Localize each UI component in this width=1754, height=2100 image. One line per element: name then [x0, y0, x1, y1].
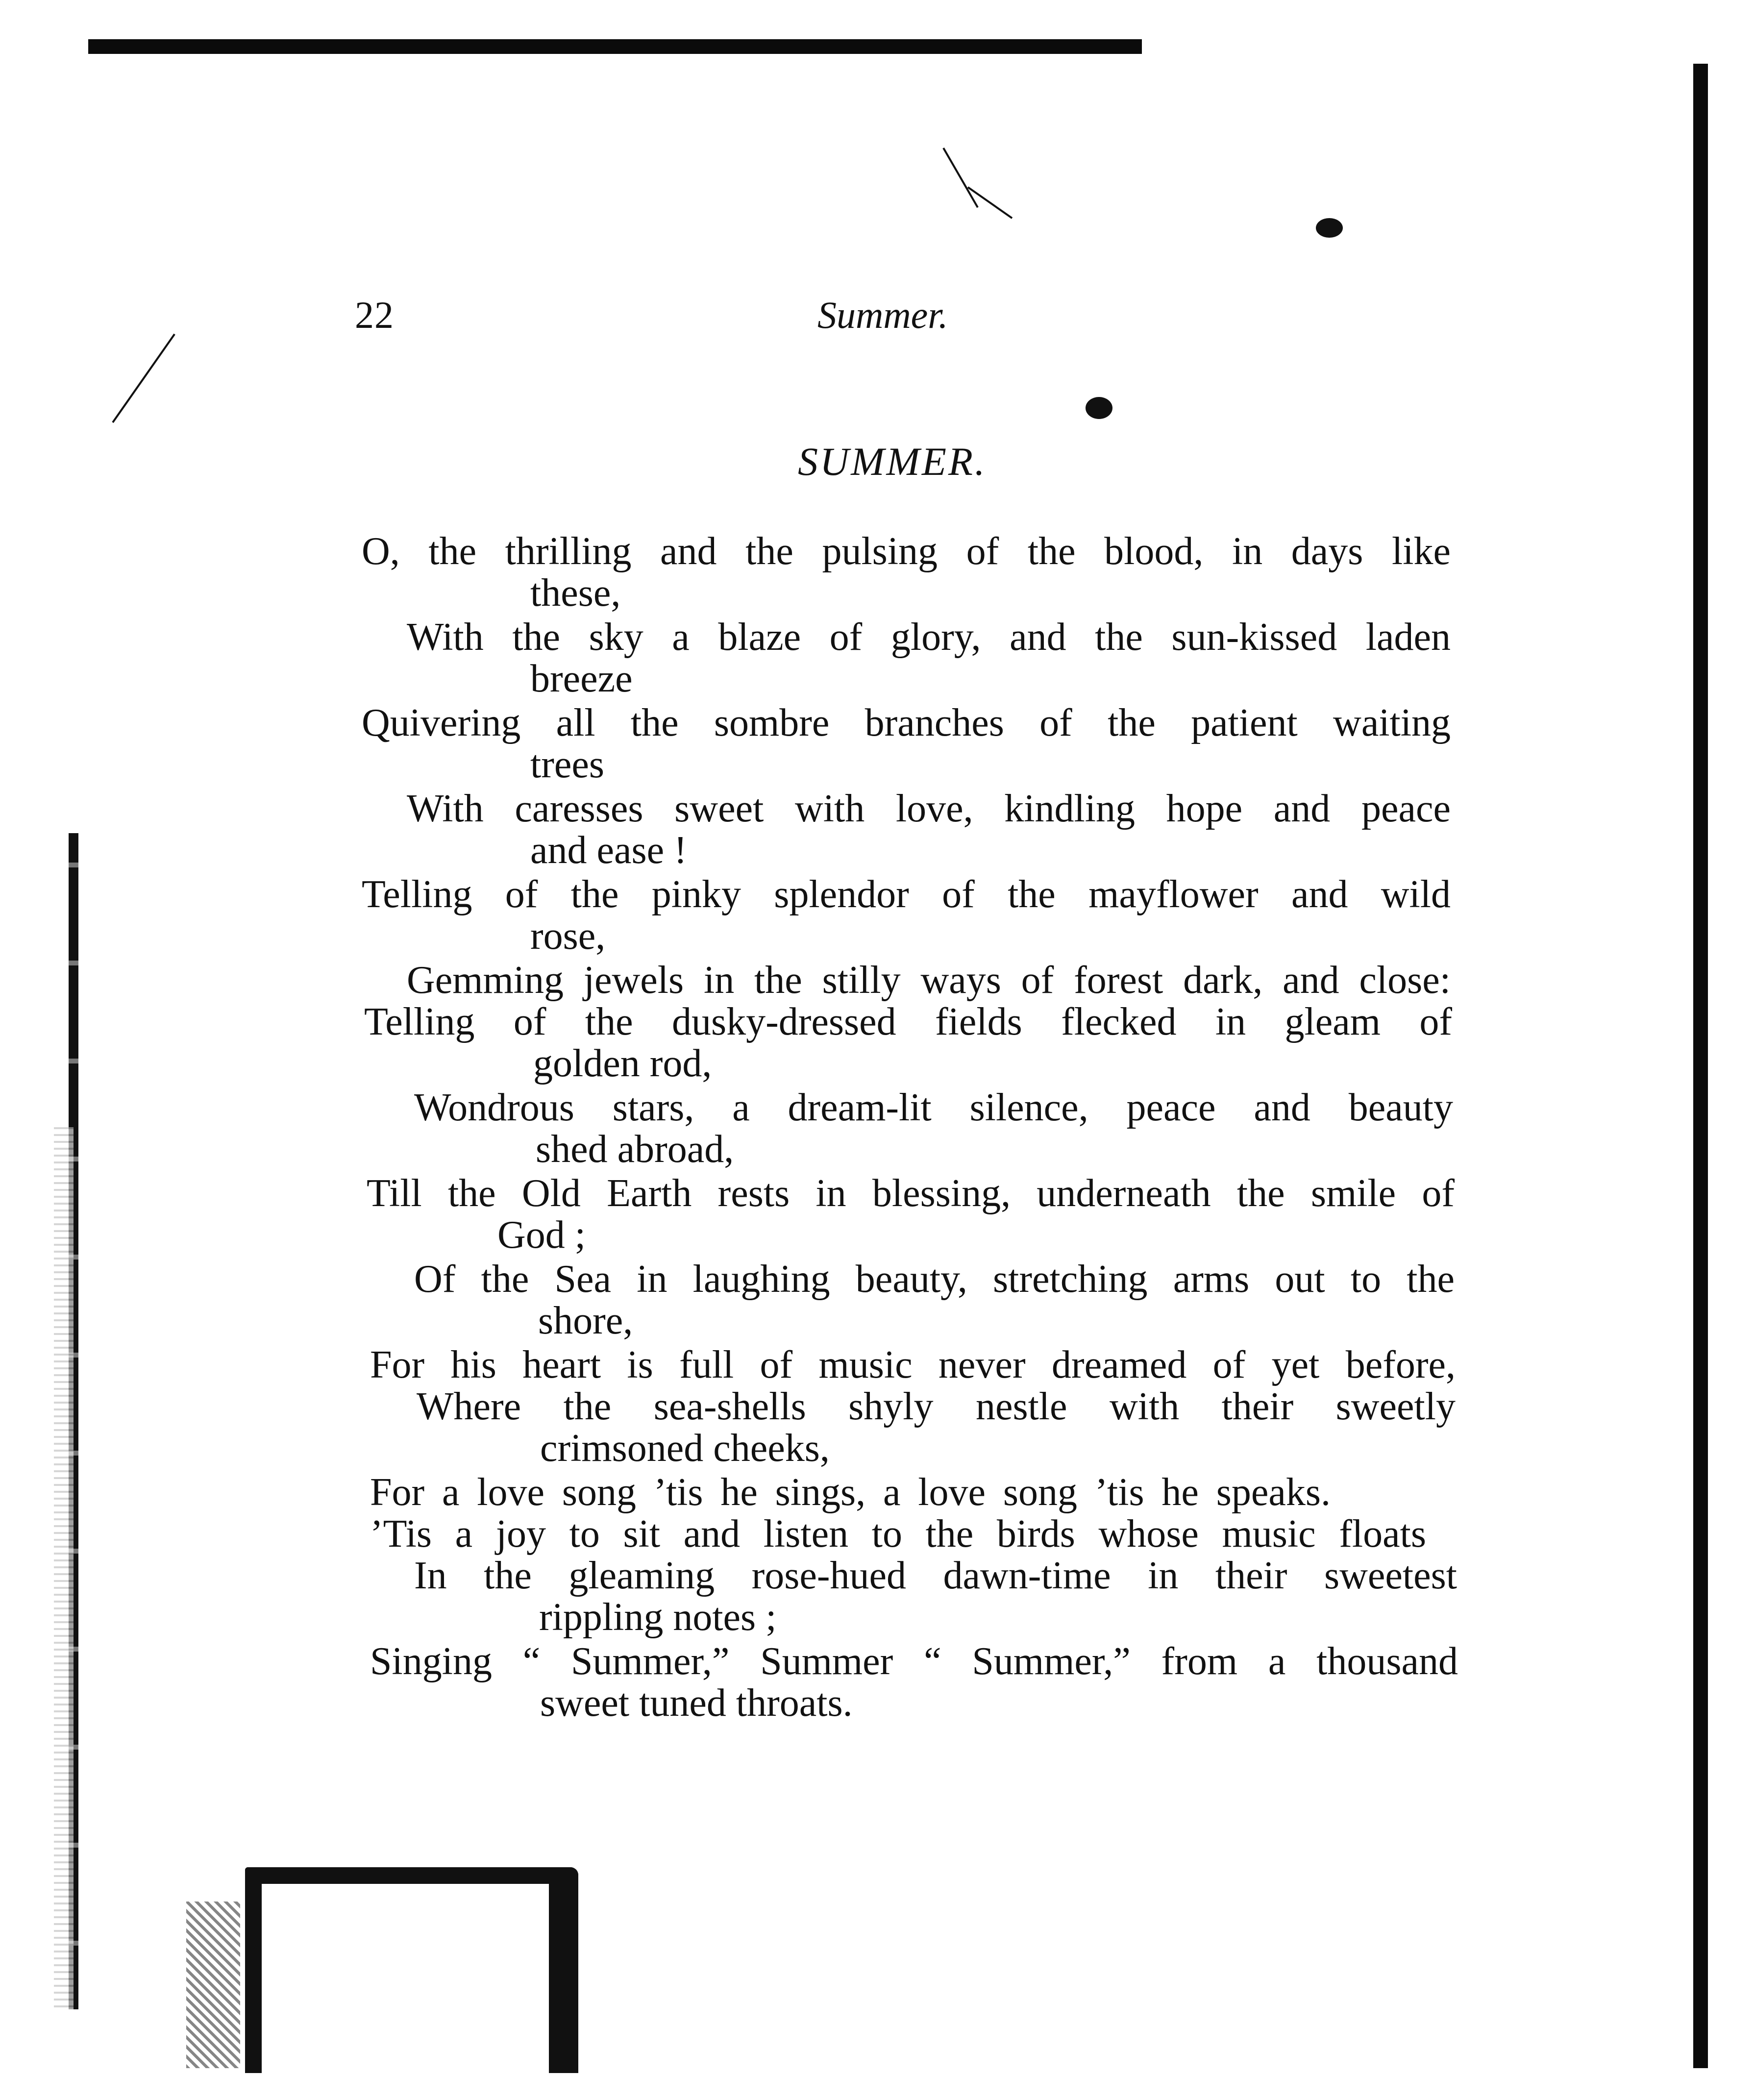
poem-line: In the gleaming rose-hued dawn-time in their sweetest	[414, 1554, 1457, 1597]
poem-line: Singing “ Summer,” Summer “ Summer,” from a thousand	[370, 1640, 1458, 1683]
poem-line: Till the Old Earth rests in blessing, underneath the smile of	[367, 1172, 1455, 1215]
poem-line: O, the thrilling and the pulsing of the blood, in days like	[362, 530, 1451, 573]
poem-line: For his heart is full of music never dreamed of yet before,	[370, 1343, 1456, 1386]
poem-line-continuation: crimsoned cheeks,	[540, 1427, 830, 1470]
poem-line: ’Tis a joy to sit and listen to the birds whose music floats	[370, 1512, 1426, 1556]
poem-line-continuation: shed abroad,	[536, 1128, 734, 1171]
poem-line: Where the sea-shells shyly nestle with their sweetly	[417, 1385, 1456, 1428]
running-title: Summer.	[817, 294, 948, 336]
poem-line-continuation: breeze	[530, 657, 633, 700]
poem-line-continuation: golden rod,	[533, 1042, 712, 1085]
scan-edge-top	[88, 39, 1142, 54]
poem-line: With the sky a blaze of glory, and the sun-kissed laden	[407, 616, 1451, 659]
poem-line-continuation: rippling notes ;	[539, 1596, 777, 1639]
poem-line: Of the Sea in laughing beauty, stretching arms out to the	[414, 1258, 1455, 1301]
poem-line-continuation: trees	[530, 743, 605, 786]
ink-blot	[1316, 218, 1343, 238]
scan-speckle-left	[54, 1127, 74, 2009]
poem-line-continuation: rose,	[530, 914, 606, 958]
scan-speckle-bottom	[186, 1902, 240, 2068]
poem-line: For a love song ’tis he sings, a love song ’tis he speaks.	[370, 1471, 1331, 1514]
poem-line-continuation: these,	[530, 571, 621, 615]
poem-line: Quivering all the sombre branches of the patient waiting	[362, 701, 1451, 744]
pen-mark	[112, 334, 175, 423]
poem-line-continuation: and ease !	[530, 829, 687, 872]
pen-mark	[942, 148, 978, 208]
scan-edge-right	[1693, 64, 1708, 2068]
scan-artifact-bottom	[245, 1867, 578, 2073]
ink-blot	[1086, 397, 1112, 419]
poem-line: Gemming jewels in the stilly ways of forest dark, and close:	[407, 959, 1451, 1002]
poem-line-continuation: God ;	[497, 1213, 586, 1257]
poem-line: Telling of the dusky-dressed fields flecked in gleam of	[364, 1000, 1452, 1043]
poem-line: Wondrous stars, a dream-lit silence, peace and beauty	[414, 1086, 1453, 1129]
poem-line-continuation: shore,	[538, 1299, 633, 1342]
poem-line: With caresses sweet with love, kindling hope and peace	[407, 787, 1451, 830]
poem-line-continuation: sweet tuned throats.	[540, 1681, 853, 1725]
poem-line: Telling of the pinky splendor of the mayflower and wild	[362, 873, 1451, 916]
page-number: 22	[355, 294, 394, 336]
poem-title: SUMMER.	[798, 439, 987, 484]
